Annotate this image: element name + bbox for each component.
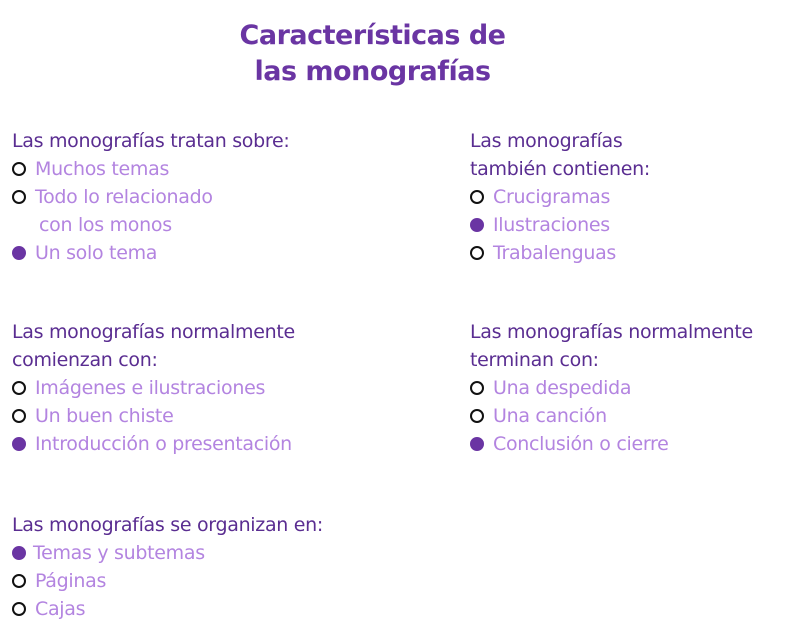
radio-empty-icon[interactable] <box>12 162 26 176</box>
option-label: Cajas <box>35 598 86 620</box>
option-label: Un buen chiste <box>35 405 174 427</box>
option-label: Imágenes e ilustraciones <box>35 377 266 399</box>
question-block <box>12 318 295 458</box>
answer-option[interactable] <box>12 374 295 402</box>
radio-empty-icon[interactable] <box>470 381 484 395</box>
radio-empty-icon[interactable] <box>470 190 484 204</box>
radio-filled-icon[interactable] <box>12 437 26 451</box>
radio-filled-icon[interactable] <box>470 218 484 232</box>
answer-option-selected[interactable] <box>470 430 753 458</box>
title-line-2: las monografías <box>254 56 491 87</box>
option-label: Una despedida <box>493 377 632 399</box>
question-text <box>470 127 650 183</box>
question-line: Las monografías tratan sobre: <box>12 130 290 152</box>
answer-option[interactable] <box>470 183 650 211</box>
option-label-continued: con los monos <box>39 214 172 236</box>
answer-option[interactable] <box>12 402 295 430</box>
radio-empty-icon[interactable] <box>12 602 26 616</box>
radio-filled-icon[interactable] <box>470 437 484 451</box>
radio-filled-icon[interactable] <box>12 546 26 560</box>
answer-option[interactable] <box>470 374 753 402</box>
page-title <box>190 18 555 90</box>
question-text <box>12 318 295 374</box>
radio-empty-icon[interactable] <box>12 381 26 395</box>
answer-option[interactable] <box>12 567 323 595</box>
answer-option-selected[interactable] <box>470 211 650 239</box>
option-label: Conclusión o cierre <box>493 433 669 455</box>
question-line: comienzan con: <box>12 349 158 371</box>
question-line: Las monografías <box>470 130 623 152</box>
radio-filled-icon[interactable] <box>12 246 26 260</box>
question-line: Las monografías normalmente <box>470 321 753 343</box>
option-label: Ilustraciones <box>493 214 610 236</box>
answer-option[interactable] <box>470 239 650 267</box>
title-line-1: Características de <box>239 20 506 51</box>
question-block <box>12 127 289 267</box>
answer-option-selected[interactable] <box>12 539 323 567</box>
radio-empty-icon[interactable] <box>12 409 26 423</box>
radio-empty-icon[interactable] <box>12 574 26 588</box>
option-label: Trabalenguas <box>493 242 617 264</box>
question-text <box>470 318 753 374</box>
question-line: Las monografías se organizan en: <box>12 514 324 536</box>
answer-option-selected[interactable] <box>12 430 295 458</box>
option-label: Todo lo relacionado <box>35 186 213 208</box>
answer-option[interactable] <box>12 155 289 183</box>
option-label: Crucigramas <box>493 186 611 208</box>
answer-option[interactable] <box>470 402 753 430</box>
question-block <box>470 127 650 267</box>
option-label: Páginas <box>35 570 107 592</box>
answer-option[interactable] <box>12 595 323 623</box>
question-line: también contienen: <box>470 158 651 180</box>
option-label: Introducción o presentación <box>35 433 292 455</box>
answer-option-selected[interactable] <box>12 239 289 267</box>
option-label: Temas y subtemas <box>33 542 205 564</box>
radio-empty-icon[interactable] <box>470 409 484 423</box>
option-label: Un solo tema <box>35 242 158 264</box>
question-text <box>12 127 289 155</box>
question-block <box>12 511 323 623</box>
radio-empty-icon[interactable] <box>12 190 26 204</box>
option-label: Una canción <box>493 405 607 427</box>
question-block <box>470 318 753 458</box>
answer-option[interactable] <box>12 183 289 239</box>
question-line: terminan con: <box>470 349 599 371</box>
radio-empty-icon[interactable] <box>470 246 484 260</box>
option-label: Muchos temas <box>35 158 170 180</box>
question-text <box>12 511 323 539</box>
question-line: Las monografías normalmente <box>12 321 295 343</box>
